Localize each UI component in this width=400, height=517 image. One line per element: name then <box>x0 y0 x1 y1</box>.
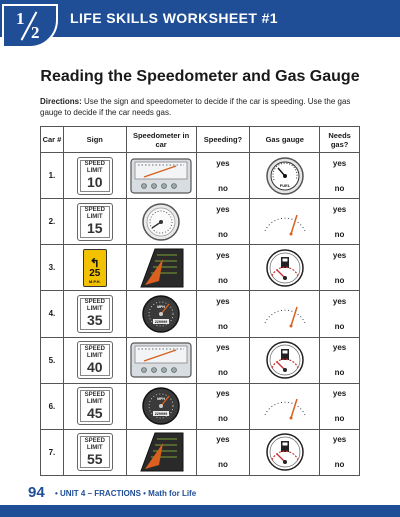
speeding-no-option[interactable]: no <box>218 229 228 239</box>
speedometer-7-icon <box>137 431 185 473</box>
sign-text: SPEED LIMIT <box>84 207 105 221</box>
speeding-cell <box>196 337 250 383</box>
speeding-no-option[interactable]: no <box>218 414 228 424</box>
badge-numerator: 1 <box>16 9 25 28</box>
needs-gas-yes-option[interactable]: yes <box>332 204 347 214</box>
needs-gas-yes-option[interactable]: yes <box>332 343 347 353</box>
speedometer-6-icon <box>141 386 181 426</box>
col-speeding: Speeding? <box>196 127 250 153</box>
sign-cell <box>63 383 126 429</box>
header-bar <box>0 0 400 42</box>
gas-gauge-6-icon <box>261 391 309 421</box>
needs-gas-cell <box>320 337 360 383</box>
speedometer-2-icon <box>141 202 181 242</box>
speeding-yes-option[interactable]: yes <box>216 204 230 214</box>
needs-gas-cell <box>320 245 360 291</box>
gas-gauge-cell <box>250 291 320 337</box>
sign-speed: 40 <box>86 358 103 375</box>
speeding-cell <box>196 383 250 429</box>
speeding-no-option[interactable]: no <box>218 321 228 331</box>
needs-gas-cell <box>320 153 360 199</box>
speeding-no-option[interactable]: no <box>218 460 228 470</box>
speeding-no-option[interactable]: no <box>218 368 228 378</box>
gas-gauge-5-icon <box>265 340 305 380</box>
car-number: 4. <box>41 291 64 337</box>
speedometer-cell <box>126 153 196 199</box>
mph-label: MPH <box>157 397 165 402</box>
speeding-yes-option[interactable]: yes <box>216 250 230 260</box>
mph-label: MPH <box>157 304 165 309</box>
worksheet-table <box>40 126 360 476</box>
gas-gauge-2-icon <box>261 207 309 237</box>
needs-gas-yes-option[interactable]: yes <box>332 250 347 260</box>
odometer-label: 220000 <box>154 413 168 418</box>
sign-cell <box>63 291 126 337</box>
table-row <box>41 383 360 429</box>
speeding-cell <box>196 291 250 337</box>
badge-denominator: 2 <box>31 23 40 42</box>
speedometer-cell <box>126 245 196 291</box>
speedometer-cell <box>126 199 196 245</box>
speeding-yes-option[interactable]: yes <box>216 389 230 399</box>
speed-limit-sign-4 <box>77 295 113 333</box>
needs-gas-no-option[interactable]: no <box>334 275 345 285</box>
needs-gas-yes-option[interactable]: yes <box>332 389 347 399</box>
sign-cell <box>63 337 126 383</box>
speedometer-cell <box>126 337 196 383</box>
speedometer-3-icon <box>137 247 185 289</box>
table-row <box>41 291 360 337</box>
advisory-sign-3 <box>83 249 107 287</box>
needs-gas-yes-option[interactable]: yes <box>332 435 347 445</box>
speedometer-5-icon <box>130 342 192 378</box>
needs-gas-no-option[interactable]: no <box>334 183 345 193</box>
speeding-cell <box>196 429 250 475</box>
col-needs-gas: Needs gas? <box>320 127 360 153</box>
needs-gas-cell <box>320 383 360 429</box>
speed-limit-sign-1 <box>77 157 113 195</box>
sign-cell <box>63 245 126 291</box>
needs-gas-cell <box>320 199 360 245</box>
speeding-cell <box>196 199 250 245</box>
car-number: 3. <box>41 245 64 291</box>
gas-gauge-7-icon <box>265 432 305 472</box>
sign-speed: 15 <box>86 220 103 237</box>
footer-bar <box>0 505 400 517</box>
speedometer-4-icon <box>141 294 181 334</box>
table-header-row <box>41 127 360 153</box>
gas-gauge-cell <box>250 153 320 199</box>
table-row <box>41 245 360 291</box>
table-row <box>41 153 360 199</box>
directions-text: Use the sign and speedometer to decide if the car is speeding. Use the gas gauge to decide if the car needs gas. <box>40 97 351 117</box>
needs-gas-no-option[interactable]: no <box>334 460 345 470</box>
needs-gas-cell <box>320 429 360 475</box>
fraction-badge <box>2 4 58 48</box>
speed-limit-sign-2 <box>77 203 113 241</box>
sign-text: SPEED LIMIT <box>84 437 105 451</box>
speeding-yes-option[interactable]: yes <box>216 158 230 168</box>
speeding-cell <box>196 245 250 291</box>
col-sign: Sign <box>63 127 126 153</box>
odometer-label: 220000 <box>154 320 168 325</box>
gas-gauge-cell <box>250 337 320 383</box>
sign-text: SPEED LIMIT <box>84 161 105 175</box>
speeding-cell <box>196 153 250 199</box>
speeding-yes-option[interactable]: yes <box>216 296 230 306</box>
fuel-label: FUEL <box>279 182 290 188</box>
header-title: LIFE SKILLS WORKSHEET #1 <box>70 10 278 26</box>
table-row <box>41 337 360 383</box>
directions-label: Directions: <box>40 97 82 106</box>
footer <box>0 484 400 504</box>
col-speedometer: Speedometer in car <box>126 127 196 153</box>
sign-text: SPEED LIMIT <box>84 299 105 313</box>
gas-gauge-cell <box>250 199 320 245</box>
needs-gas-no-option[interactable]: no <box>334 414 345 424</box>
speedometer-cell <box>126 291 196 337</box>
sign-text: SPEED LIMIT <box>84 345 105 359</box>
table-row <box>41 199 360 245</box>
needs-gas-yes-option[interactable]: yes <box>332 296 347 306</box>
car-number: 1. <box>41 153 64 199</box>
sign-cell <box>63 429 126 475</box>
gas-gauge-cell <box>250 429 320 475</box>
col-gas-gauge: Gas gauge <box>250 127 320 153</box>
needs-gas-cell <box>320 291 360 337</box>
gas-gauge-1-icon <box>265 156 305 196</box>
speed-limit-sign-7 <box>77 433 113 471</box>
speeding-yes-option[interactable]: yes <box>216 343 230 353</box>
needs-gas-no-option[interactable]: no <box>334 321 345 331</box>
speedometer-1-icon <box>130 158 192 194</box>
speed-limit-sign-6 <box>77 387 113 425</box>
sign-speed: 10 <box>86 174 103 191</box>
sign-mph: M.P.H. <box>88 278 101 284</box>
sign-speed: 35 <box>86 312 103 329</box>
speeding-no-option[interactable]: no <box>218 183 228 193</box>
table-row <box>41 429 360 475</box>
directions <box>40 96 370 118</box>
col-car: Car # <box>41 127 64 153</box>
sign-text: SPEED LIMIT <box>84 391 105 405</box>
speedometer-cell <box>126 383 196 429</box>
sign-speed: 55 <box>86 450 103 467</box>
needs-gas-no-option[interactable]: no <box>334 229 345 239</box>
gas-gauge-cell <box>250 383 320 429</box>
speed-limit-sign-5 <box>77 341 113 379</box>
needs-gas-no-option[interactable]: no <box>334 368 345 378</box>
page-number: 94 <box>28 484 45 501</box>
speedometer-cell <box>126 429 196 475</box>
car-number: 5. <box>41 337 64 383</box>
gas-gauge-4-icon <box>261 299 309 329</box>
gas-gauge-cell <box>250 245 320 291</box>
sign-speed: 25 <box>89 267 101 279</box>
car-number: 6. <box>41 383 64 429</box>
speeding-no-option[interactable]: no <box>218 275 228 285</box>
footer-text: • UNIT 4 – FRACTIONS • Math for Life <box>55 489 197 498</box>
sign-speed: 45 <box>86 404 103 421</box>
needs-gas-yes-option[interactable]: yes <box>332 158 347 168</box>
page-title: Reading the Speedometer and Gas Gauge <box>40 68 360 85</box>
turn-arrow-icon: ↰ <box>89 255 100 270</box>
car-number: 2. <box>41 199 64 245</box>
car-number: 7. <box>41 429 64 475</box>
speeding-yes-option[interactable]: yes <box>216 435 230 445</box>
sign-cell <box>63 153 126 199</box>
gas-gauge-3-icon <box>265 248 305 288</box>
sign-cell <box>63 199 126 245</box>
